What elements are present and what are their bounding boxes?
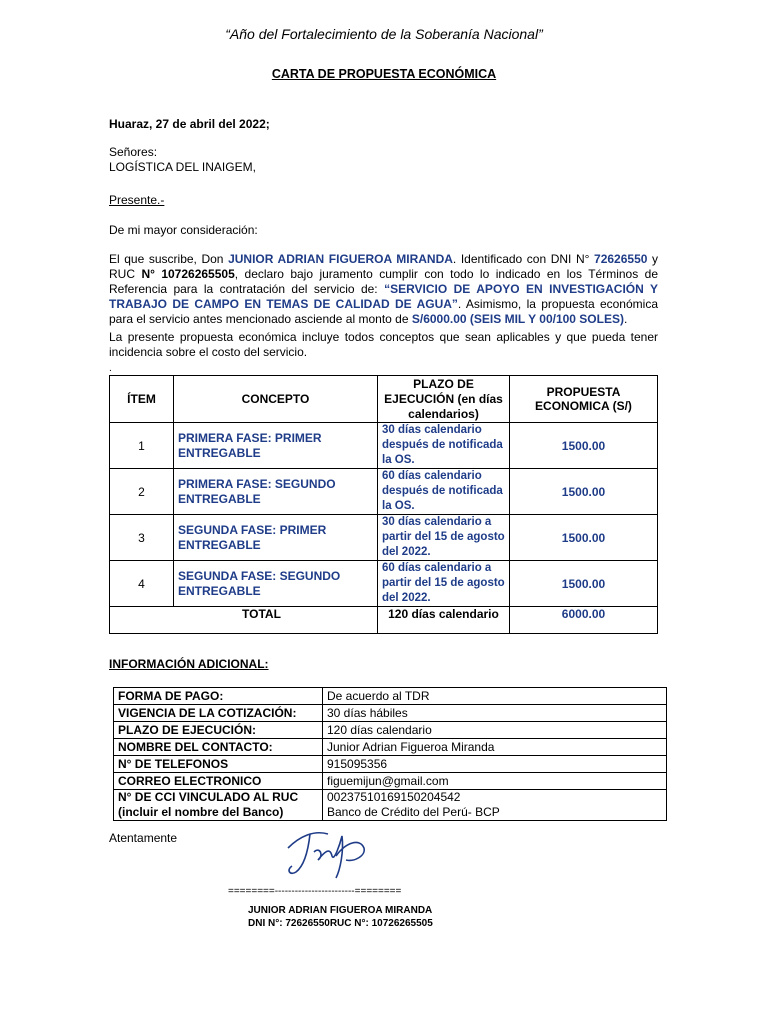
row-plazo: 30 días calendario después de notificada la OS.: [378, 423, 510, 469]
p1-text-b: . Identificado con DNI N°: [452, 252, 595, 266]
row-amount: 1500.00: [510, 423, 658, 469]
info-value: 120 días calendario: [323, 722, 667, 739]
info-row-cci: [114, 790, 667, 821]
total-amount: 6000.00: [510, 607, 658, 634]
cci-number: 00237510169150204542: [327, 790, 461, 804]
row-item: 3: [110, 515, 174, 561]
table-row: [110, 469, 658, 515]
p1-text-e: . Asimismo, la propuesta económica para el servicio antes mencionado asciende al monto de: [109, 297, 658, 326]
ruc-number: N° 10726265505: [141, 267, 235, 281]
dni-number: 72626550: [594, 252, 648, 266]
info-key: PLAZO DE EJECUCIÓN:: [114, 722, 323, 739]
body-paragraph: [109, 252, 658, 327]
info-value: 915095356: [323, 756, 667, 773]
header-amount: PROPUESTA ECONOMICA (S/): [510, 376, 658, 423]
proposal-amount: S/6000.00 (SEIS MIL Y 00/100 SOLES): [411, 312, 624, 326]
service-name: “SERVICIO DE APOYO EN INVESTIGACIÓN Y TRABAJO DE CAMPO EN TEMAS DE CALIDAD DE AGUA”: [109, 282, 658, 311]
row-concept: PRIMERA FASE: SEGUNDO ENTREGABLE: [174, 469, 378, 515]
body-paragraph-2: La presente propuesta económica incluye todos conceptos que sean aplicables y que pueda tener incidencia sobre el costo del servicio.: [109, 330, 658, 359]
salutation: Señores:: [109, 145, 158, 159]
signature-image: [270, 822, 380, 884]
header-item: ÍTEM: [110, 376, 174, 423]
row-plazo: 30 días calendario a partir del 15 de agosto del 2022.: [378, 515, 510, 561]
p1-text-d: , declaro bajo juramento cumplir con todo lo indicado en los Términos de Referencia para la contratación del servicio de:: [109, 267, 658, 296]
presente: Presente.-: [109, 193, 165, 207]
info-key: NOMBRE DEL CONTACTO:: [114, 739, 323, 756]
dot: .: [109, 363, 112, 374]
row-concept: SEGUNDA FASE: PRIMER ENTREGABLE: [174, 515, 378, 561]
table-row: [110, 423, 658, 469]
row-amount: 1500.00: [510, 515, 658, 561]
info-row: [114, 756, 667, 773]
date-line: Huaraz, 27 de abril del 2022;: [109, 117, 270, 131]
row-concept: PRIMERA FASE: PRIMER ENTREGABLE: [174, 423, 378, 469]
header-plazo: PLAZO DE EJECUCIÓN (en días calendarios): [378, 376, 510, 423]
info-value: figuemijun@gmail.com: [323, 773, 667, 790]
proposal-table: [109, 375, 658, 634]
row-amount: 1500.00: [510, 561, 658, 607]
additional-info-table: [113, 687, 667, 821]
info-row: [114, 739, 667, 756]
greeting: De mi mayor consideración:: [109, 223, 258, 237]
row-concept: SEGUNDA FASE: SEGUNDO ENTREGABLE: [174, 561, 378, 607]
info-key: VIGENCIA DE LA COTIZACIÓN:: [114, 705, 323, 722]
signature-line: ========------------------------========: [228, 886, 402, 897]
cci-key-line-1: N° DE CCI VINCULADO AL RUC: [118, 790, 299, 804]
info-key: N° DE TELEFONOS: [114, 756, 323, 773]
info-row: [114, 705, 667, 722]
row-plazo: 60 días calendario después de notificada la OS.: [378, 469, 510, 515]
total-label: TOTAL: [110, 607, 378, 634]
info-key: CORREO ELECTRONICO: [114, 773, 323, 790]
p1-text-c: y RUC: [109, 252, 659, 281]
info-row: [114, 722, 667, 739]
row-plazo: 60 días calendario a partir del 15 de agosto del 2022.: [378, 561, 510, 607]
table-row: [110, 515, 658, 561]
table-row: [110, 561, 658, 607]
table-header-row: [110, 376, 658, 423]
p1-text-a: El que suscribe, Don: [109, 252, 229, 266]
header-concept: CONCEPTO: [174, 376, 378, 423]
p1-text-f: .: [623, 312, 628, 326]
page-title: CARTA DE PROPUESTA ECONÓMICA: [271, 67, 497, 81]
row-item: 2: [110, 469, 174, 515]
info-key: FORMA DE PAGO:: [114, 688, 323, 705]
signer-ids: DNI N°: 72626550RUC N°: 10726265505: [248, 918, 433, 929]
info-value: De acuerdo al TDR: [323, 688, 667, 705]
cci-key-line-2: (incluir el nombre del Banco): [118, 805, 284, 819]
info-value: 30 días hábiles: [323, 705, 667, 722]
total-row: [110, 607, 658, 634]
signer-name-footer: JUNIOR ADRIAN FIGUEROA MIRANDA: [248, 905, 433, 916]
info-key-cci: [114, 790, 323, 821]
info-value-cci: [323, 790, 667, 821]
additional-heading: INFORMACIÓN ADICIONAL:: [109, 657, 269, 671]
info-value: Junior Adrian Figueroa Miranda: [323, 739, 667, 756]
row-item: 1: [110, 423, 174, 469]
row-item: 4: [110, 561, 174, 607]
bank-name: Banco de Crédito del Perú- BCP: [327, 805, 500, 819]
motto: “Año del Fortalecimiento de la Soberanía Nacional”: [225, 26, 543, 42]
signer-name: JUNIOR ADRIAN FIGUEROA MIRANDA: [228, 252, 453, 266]
info-row: [114, 688, 667, 705]
total-plazo: 120 días calendario: [378, 607, 510, 634]
recipient: LOGÍSTICA DEL INAIGEM,: [109, 160, 256, 174]
closing-atentamente: Atentamente: [109, 831, 178, 845]
info-row: [114, 773, 667, 790]
row-amount: 1500.00: [510, 469, 658, 515]
